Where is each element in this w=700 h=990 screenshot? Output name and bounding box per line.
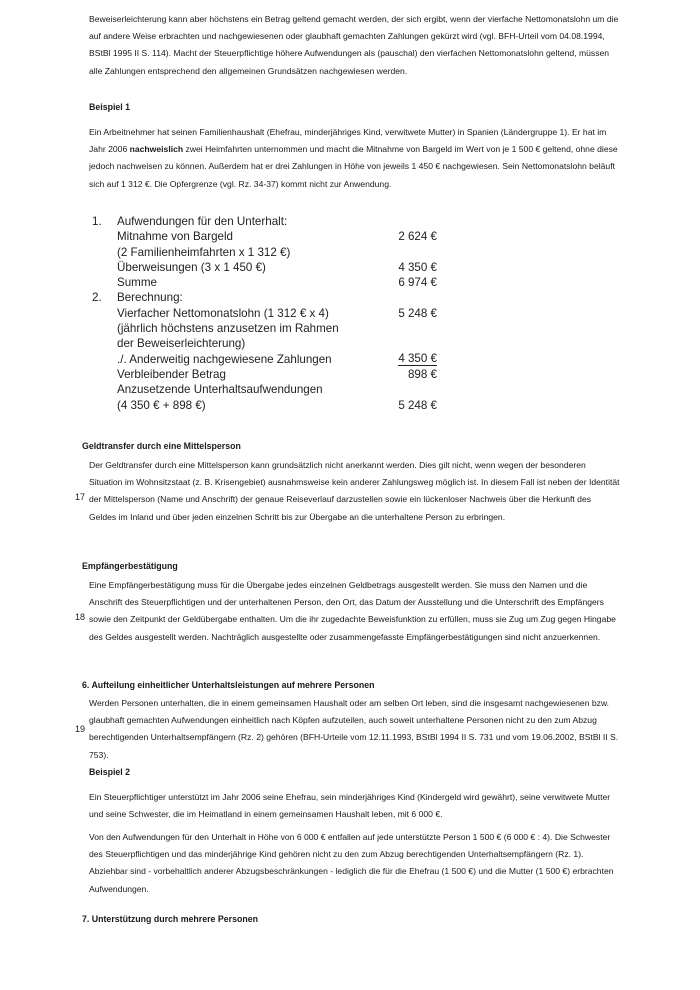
intro-paragraph: Beweiserleichterung kann aber höchstens ein Betrag geltend gemacht werden, der sich ergibt, wenn der vierfache Nettomonatslohn um die auf andere Weise erbrachten und nachgewiesenen oder glaubhaft gemachten Zahlungen gekürzt wird (vgl. BFH-Urteil vom 04.08.1994, BStBl 1995 II S. 114). Macht der Steuerpflichtige höhere Aufwendungen als (pauschal) den vierfachen Nettomonatslohn geltend, müssen alle Zahlungen entsprechend den allgemeinen Grundsätzen nachgewiesen werden. xyxy=(89,14,619,76)
calc-anzusetzen-detail: (4 350 € + 898 €) xyxy=(117,398,206,412)
calc-vierfach-value: 5 248 € xyxy=(398,306,437,320)
rz-number: 19 xyxy=(75,724,86,734)
rz-number: 17 xyxy=(75,492,86,502)
calc-ueberweisungen-value: 4 350 € xyxy=(398,260,437,274)
calc-bargeld-value: 2 624 € xyxy=(398,230,437,244)
calc-row xyxy=(92,290,452,305)
calc-row xyxy=(92,275,452,290)
example1-text-before: Ein Arbeitnehmer hat seinen Familienhaushalt (Ehefrau, minderjähriges Kind, verwitwete Mutter) in Spanien (Ländergruppe 1). Er hat im Jahr 2006 xyxy=(89,127,607,155)
example2-paragraph-1: Ein Steuerpflichtiger unterstützt im Jahr 2006 seine Ehefrau, sein minderjähriges Kind (Kindergeld wird gewährt), seine verwitwete Mutter und seine Schwester, die im Heimatland in einem gemeinsamen Haushalt leben, mit 6 000 €. xyxy=(89,792,611,820)
rz-number: 18 xyxy=(75,612,86,622)
calc-vierfach-detail-1: (jährlich höchstens anzusetzen im Rahmen xyxy=(117,322,339,336)
calc-row xyxy=(92,229,452,244)
calc-anderweitig-label: ./. Anderweitig nachgewiesene Zahlungen xyxy=(117,352,332,366)
calc-row xyxy=(92,336,452,351)
calc-item2-title: Berechnung: xyxy=(117,291,183,305)
calc-vierfach-label: Vierfacher Nettomonatslohn (1 312 € x 4) xyxy=(117,306,329,320)
calc-item1-title: Aufwendungen für den Unterhalt: xyxy=(117,215,288,228)
calc-verbleibend-label: Verbleibender Betrag xyxy=(117,367,226,381)
calc-anzusetzen-value: 5 248 € xyxy=(398,398,437,412)
calc-row xyxy=(92,245,452,260)
calc-ueberweisungen-label: Überweisungen (3 x 1 450 €) xyxy=(117,260,266,274)
calc-row xyxy=(92,367,452,382)
calc-row xyxy=(92,260,452,275)
calc-row xyxy=(92,214,452,229)
calc-row xyxy=(92,306,452,321)
calc-summe-value: 6 974 € xyxy=(398,276,437,290)
empfaenger-heading: Empfängerbestätigung xyxy=(82,561,178,571)
calc-summe-label: Summe xyxy=(117,276,157,290)
calc-item1-number: 1. xyxy=(92,215,102,228)
calc-anzusetzen-label: Anzusetzende Unterhaltsaufwendungen xyxy=(117,383,323,397)
example1-paragraph xyxy=(89,124,620,193)
section6-paragraph: Werden Personen unterhalten, die in einem gemeinsamen Haushalt oder am selben Ort leben, sind die insgesamt nachgewiesenen bzw. glaubhaft gemachten Aufwendungen einheitlich nach Köpfen aufzuteilen, auch soweit unterhaltene Personen nicht zu den zum Abzug berechtigenden Unterhaltsempfängern (Rz. 2) gehören (BFH-Urteile vom 12.11.1993, BStBl 1994 II S. 731 und vom 19.06.2002, BStBl II S. 753). xyxy=(89,698,619,760)
geldtransfer-paragraph: Der Geldtransfer durch eine Mittelsperson kann grundsätzlich nicht anerkannt werden. Dies gilt nicht, wenn wegen der besonderen Situation im Wohnsitzstaat (z. B. Krisengebiet) ausnahmsweise kein anderer Zahlungsweg möglich ist. In diesem Fall ist neben der Identität der Mittelsperson (Name und Anschrift) der genaue Reiseverlauf darzustellen sowie ein lückenloser Nachweis über die Herkunft des Geldes im Inland und über jeden einzelnen Schritt bis zur Übergabe an die unterhaltene Person zu erbringen. xyxy=(89,460,620,522)
calc-row xyxy=(92,321,452,336)
example2-paragraph-2: Von den Aufwendungen für den Unterhalt in Höhe von 6 000 € entfallen auf jede unterstützte Person 1 500 € (6 000 € : 4). Die Schwester des Steuerpflichtigen und das minderjährige Kind gehören nicht zu den zum Abzug berechtigenden Unterhaltsempfängern (Rz. 1). Abziehbar sind - vorbehaltlich anderer Abzugsbeschränkungen - lediglich die für die Ehefrau (1 500 €) und die Mutter (1 500 €) erbrachten Aufwendungen. xyxy=(89,832,614,894)
calc-verbleibend-value: 898 € xyxy=(407,367,437,381)
calc-row xyxy=(92,352,452,367)
calc-vierfach-detail-2: der Beweiserleichterung) xyxy=(117,337,246,351)
example1-text-after: zwei Heimfahrten unternommen und macht die Mitnahme von Bargeld im Wert von je 1 500 € geltend, ohne diese jedoch nachweisen zu können. Außerdem hat er drei Zahlungen in Höhe von jeweils 1 450 € nachgewiesen. Sein Nettomonatslohn beläuft sich auf 1 312 €. Die Opfergrenze (vgl. Rz. 34-37) kommt nicht zur Anwendung. xyxy=(89,144,618,189)
calculation-table xyxy=(92,214,452,413)
example1-heading: Beispiel 1 xyxy=(89,102,131,112)
example1-text-bold: nachweislich xyxy=(129,144,184,155)
calc-bargeld-label: Mitnahme von Bargeld xyxy=(117,230,233,244)
geldtransfer-heading: Geldtransfer durch eine Mittelsperson xyxy=(82,441,241,451)
calc-bargeld-detail: (2 Familienheimfahrten x 1 312 €) xyxy=(117,245,291,259)
calc-item2-number: 2. xyxy=(92,291,102,305)
calc-anderweitig-value: 4 350 € xyxy=(398,351,437,365)
calc-row xyxy=(92,398,452,413)
section7-heading: 7. Unterstützung durch mehrere Personen xyxy=(82,914,258,924)
example2-heading: Beispiel 2 xyxy=(89,767,131,777)
section6-heading: 6. Aufteilung einheitlicher Unterhaltsleistungen auf mehrere Personen xyxy=(82,680,375,690)
calc-row xyxy=(92,382,452,397)
empfaenger-paragraph: Eine Empfängerbestätigung muss für die Übergabe jedes einzelnen Geldbetrags ausgestellt werden. Sie muss den Namen und die Anschrift des Steuerpflichtigen und der unterhaltenen Person, den Ort, das Datum der Ausstellung und die Unterschrift des Empfängers sowie den Zeitpunkt der Geldübergabe enthalten. Um die ihr zugedachte Beweisfunktion zu erfüllen, muss sie Zug um Zug gegen Hingabe des Geldes ausgestellt werden. Nachträglich ausgestellte oder zusammengefasste Empfängerbestätigungen sind nicht anzuerkennen. xyxy=(89,580,616,642)
